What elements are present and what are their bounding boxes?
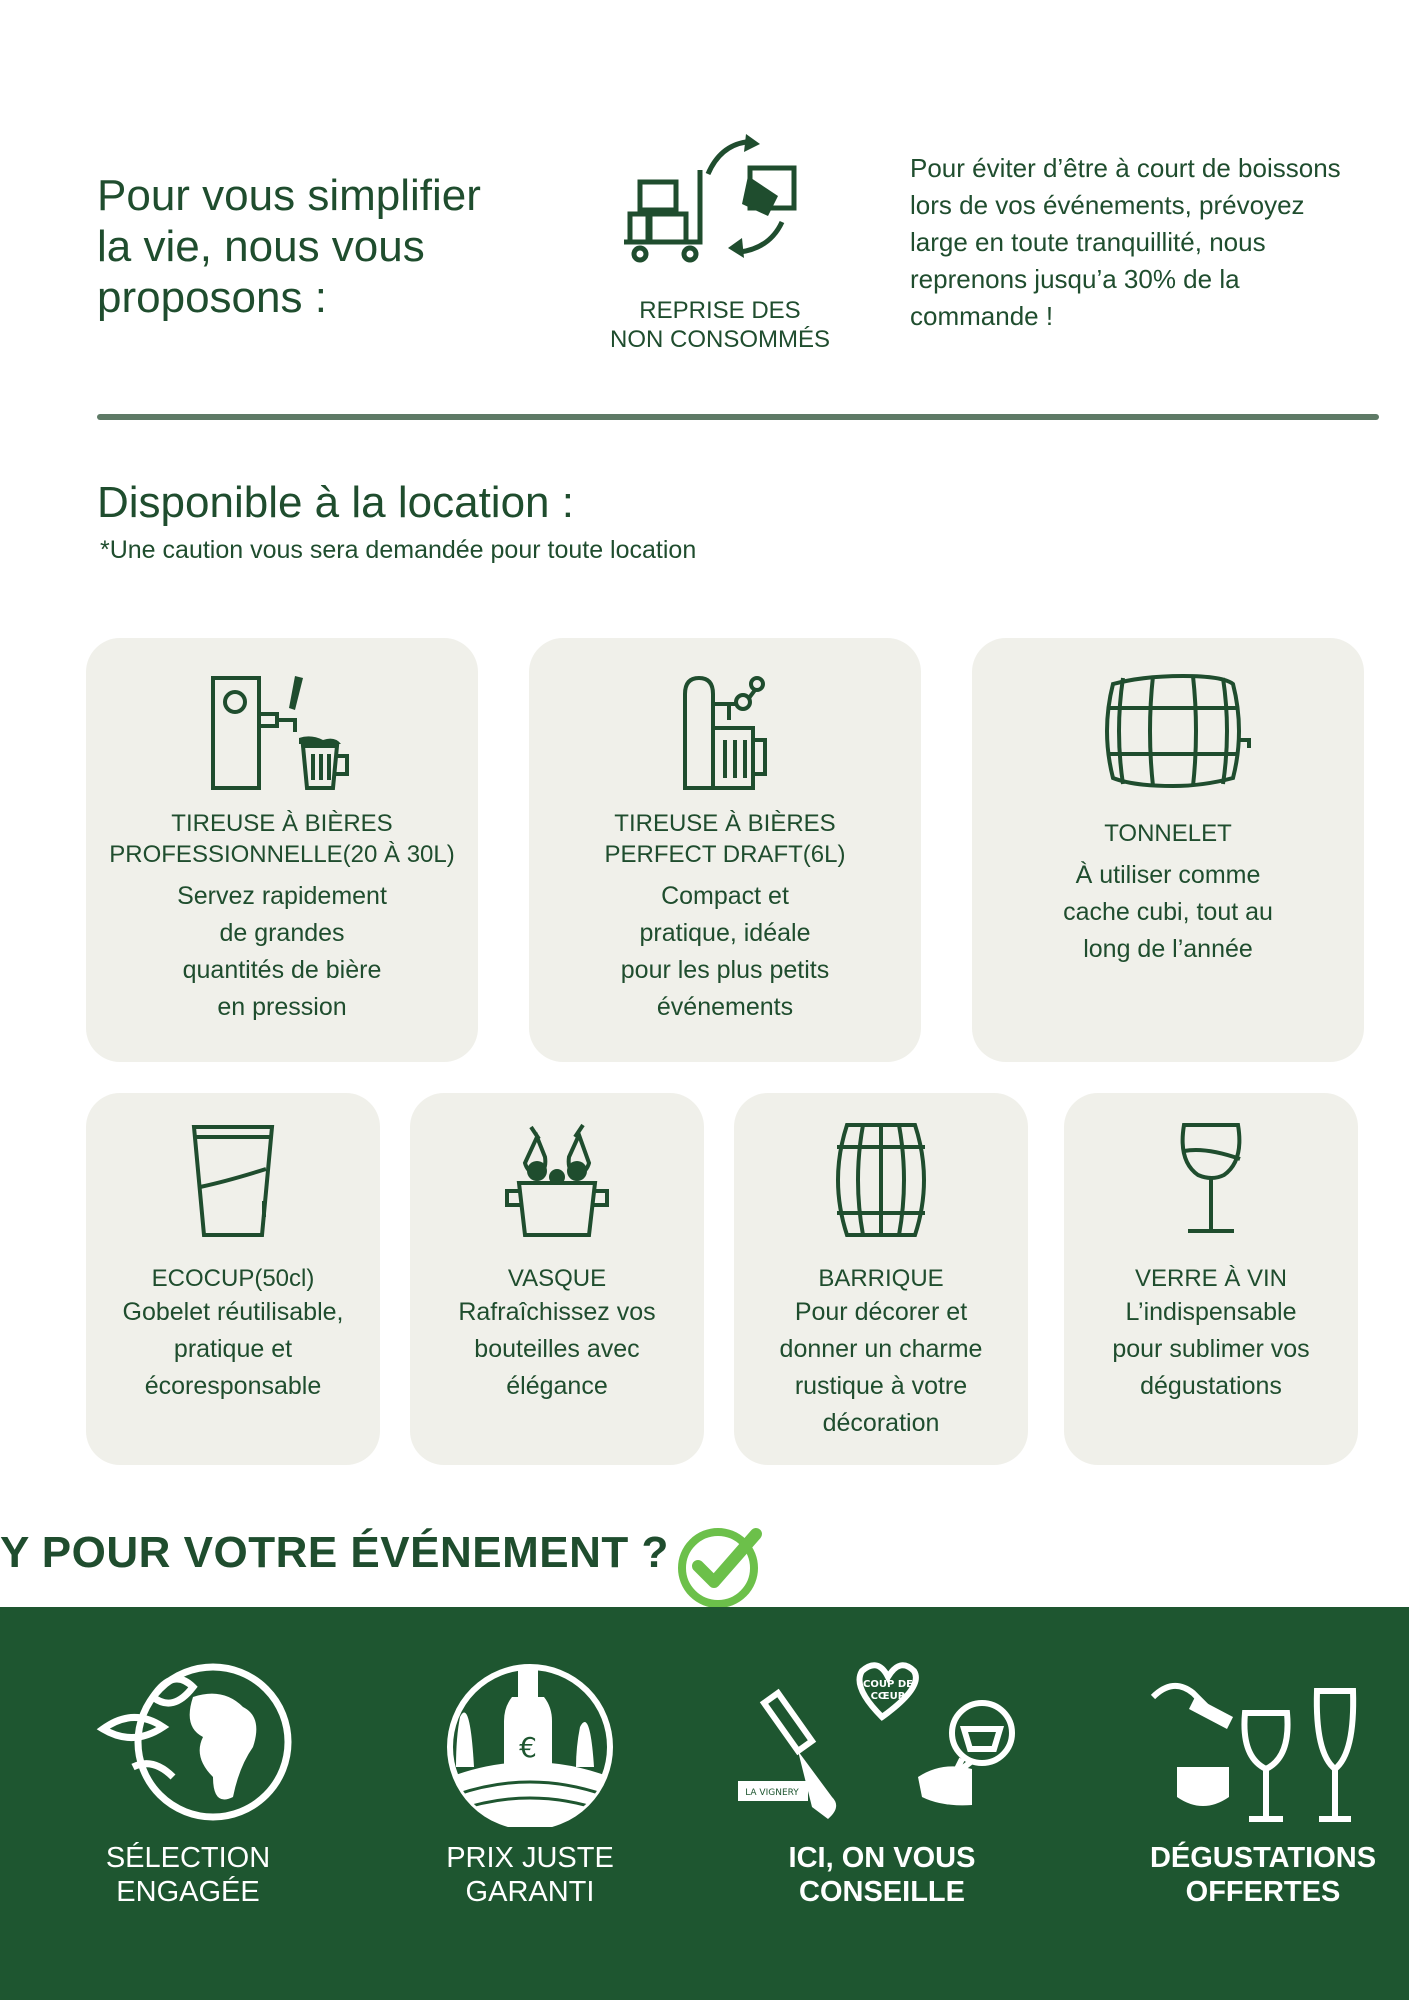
card-verre-vin [1064, 1093, 1358, 1465]
card-title: BARRIQUE [818, 1265, 944, 1292]
wine-glass-icon [1176, 1121, 1246, 1239]
card-tireuse-pro [86, 638, 478, 1062]
check-icon [672, 1520, 764, 1612]
card-title: TONNELET [1104, 820, 1232, 847]
barrel-icon [829, 1121, 933, 1239]
card-tonnelet [972, 638, 1364, 1062]
location-title: Disponible à la location : [97, 478, 574, 527]
ice-bucket-icon [497, 1121, 617, 1239]
feature-label: DÉGUSTATIONS OFFERTES [1149, 1842, 1377, 1908]
why-title: Y POUR VOTRE ÉVÉNEMENT ? [0, 1528, 669, 1577]
advisor-icon [732, 1657, 1032, 1827]
heart-text-line1: COUP DE [863, 1679, 913, 1690]
section-divider [97, 414, 1379, 420]
feature-prix [360, 1657, 700, 1909]
feature-label: SÉLECTION ENGAGÉE [105, 1842, 271, 1908]
card-title: VASQUE [507, 1265, 607, 1292]
card-description: Rafraîchissez vos bouteilles avec élégance [458, 1298, 656, 1400]
vineyard-bottle-icon [430, 1657, 630, 1827]
card-title: ECOCUP(50cl) [151, 1265, 315, 1292]
feature-selection [18, 1657, 358, 1909]
card-description: Compact et pratique, idéale pour les plus petits événements [620, 882, 830, 1021]
card-perfect-draft [529, 638, 921, 1062]
card-vasque [410, 1093, 704, 1465]
earth-leaf-icon [63, 1657, 313, 1827]
card-description: À utiliser comme cache cubi, tout au long de l’année [1063, 861, 1273, 963]
card-description: L’indispensable pour sublimer vos dégustations [1112, 1298, 1310, 1400]
reprise-recycle-icon [620, 130, 820, 270]
intro-title: Pour vous simplifier la vie, nous vous proposons : [97, 171, 481, 322]
card-title: TIREUSE À BIÈRES PERFECT DRAFT(6L) [604, 810, 846, 868]
perfect-draft-icon [665, 674, 785, 792]
location-note: *Une caution vous sera demandée pour toute location [100, 536, 697, 564]
keg-icon [1083, 674, 1253, 788]
tasting-glasses-icon [1133, 1657, 1393, 1827]
heart-text-line2: CŒUR [870, 1691, 906, 1702]
feature-conseil [712, 1657, 1052, 1909]
beer-tap-icon [207, 674, 357, 792]
card-title: TIREUSE À BIÈRES PROFESSIONNELLE(20 À 30L) [109, 810, 455, 868]
svg-text:€: € [519, 1731, 537, 1764]
intro-text: Pour éviter d’être à court de boissons lors de vos événements, prévoyez large en toute tranquillité, nous reprenons jusqu’a 30% de la commande ! [910, 153, 1341, 331]
feature-label: ICI, ON VOUS CONSEILLE [788, 1842, 976, 1908]
features-band [0, 1607, 1409, 2000]
cup-icon [188, 1121, 278, 1239]
card-description: Gobelet réutilisable, pratique et écoresponsable [122, 1298, 344, 1400]
card-barrique [734, 1093, 1028, 1465]
feature-label: PRIX JUSTE GARANTI [446, 1842, 614, 1908]
reprise-label: REPRISE DES NON CONSOMMÉS [609, 297, 830, 353]
brand-text: LA VIGNERY [745, 1788, 799, 1798]
feature-degustations [1093, 1657, 1409, 1909]
card-description: Servez rapidement de grandes quantités de bière en pression [177, 882, 387, 1021]
card-title: VERRE À VIN [1134, 1265, 1288, 1292]
card-ecocup [86, 1093, 380, 1465]
card-description: Pour décorer et donner un charme rustique à votre décoration [779, 1298, 983, 1437]
